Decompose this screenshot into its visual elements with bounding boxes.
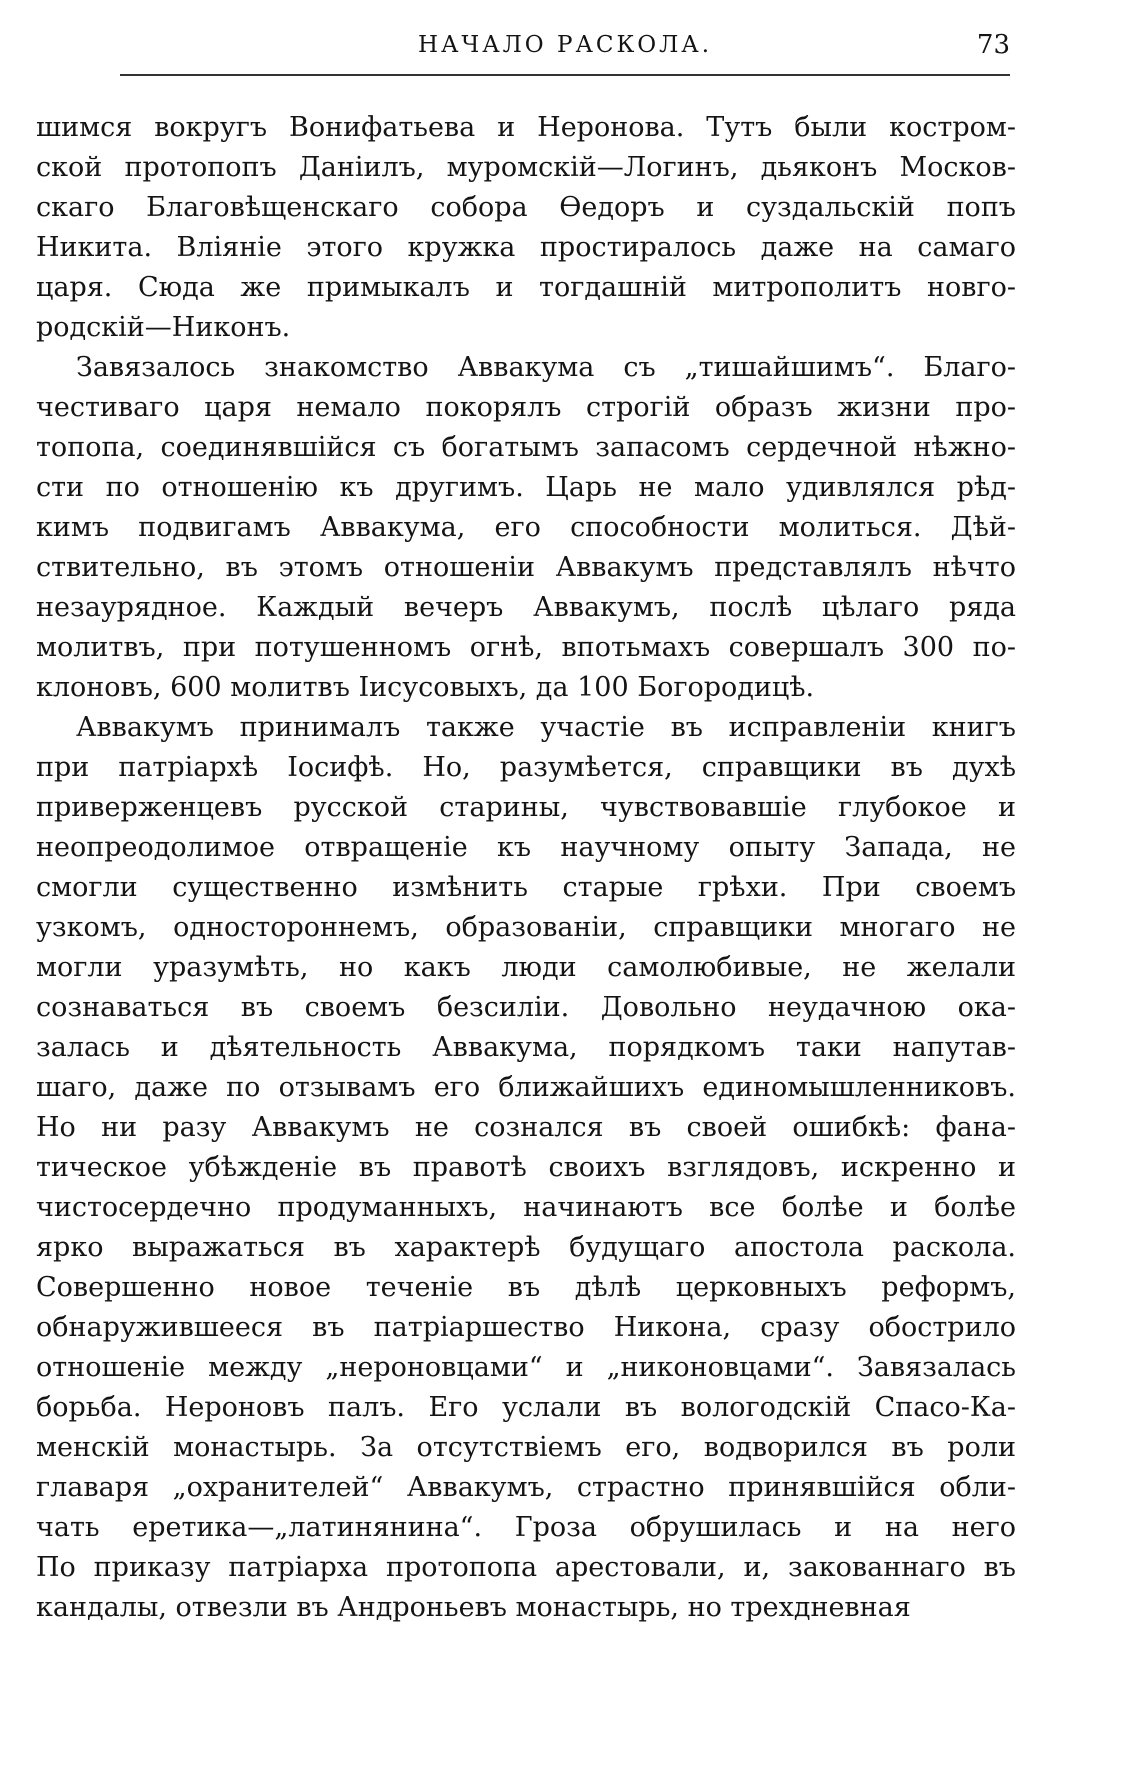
text-line: клоновъ, 600 молитвъ Іисусовыхъ, да 100 Богородицѣ. — [36, 672, 815, 703]
text-line: могли уразумѣть, но какъ люди самолюбивые, не желали — [36, 952, 1016, 983]
body-text — [36, 108, 1016, 1628]
text-line: сознаваться въ своемъ безсиліи. Довольно неудачною ока- — [36, 992, 1016, 1023]
text-line: обнаружившееся въ патріаршество Никона, сразу обострило — [36, 1312, 1016, 1343]
text-line: царя. Сюда же примыкалъ и тогдашній митрополитъ новго- — [36, 272, 1016, 303]
text-line: По приказу патріарха протопопа арестовали, и, закованнаго въ — [36, 1552, 1016, 1583]
text-line: ярко выражаться въ характерѣ будущаго апостола раскола. — [36, 1232, 1016, 1263]
text-line: ствительно, въ этомъ отношеніи Аввакумъ представлялъ нѣчто — [36, 552, 1016, 583]
text-line: чать еретика—„латинянина“. Гроза обрушилась и на него — [36, 1512, 1016, 1543]
text-line: тическое убѣжденіе въ правотѣ своихъ взглядовъ, искренно и — [36, 1152, 1016, 1183]
text-line: узкомъ, одностороннемъ, образованіи, справщики многаго не — [36, 912, 1016, 943]
paragraph — [36, 108, 1016, 348]
text-line: отношеніе между „нероновцами“ и „никоновцами“. Завязалась — [36, 1352, 1016, 1383]
text-line: честиваго царя немало покорялъ строгій образъ жизни про- — [36, 392, 1016, 423]
page-header — [120, 30, 1010, 80]
header-rule — [120, 74, 1010, 76]
text-line: Никита. Вліяніе этого кружка простиралось даже на самаго — [36, 232, 1016, 263]
text-line: Но ни разу Аввакумъ не сознался въ своей ошибкѣ: фана- — [36, 1112, 1016, 1143]
text-line: кимъ подвигамъ Аввакума, его способности молиться. Дѣй- — [36, 512, 1016, 543]
text-line: приверженцевъ русской старины, чувствовавшіе глубокое и — [36, 792, 1016, 823]
page-number: 73 — [976, 30, 1010, 60]
text-line: кандалы, отвезли въ Андроньевъ монастырь, но трехдневная — [36, 1592, 911, 1623]
text-line: молитвъ, при потушенномъ огнѣ, впотьмахъ совершалъ 300 по- — [36, 632, 1016, 663]
text-line: шаго, даже по отзывамъ его ближайшихъ единомышленниковъ. — [36, 1072, 1016, 1103]
text-line: при патріархѣ Іосифѣ. Но, разумѣется, справщики въ духѣ — [36, 752, 1016, 783]
text-line: залась и дѣятельность Аввакума, порядкомъ таки напутав- — [36, 1032, 1016, 1063]
text-line: неопреодолимое отвращеніе къ научному опыту Запада, не — [36, 832, 1016, 863]
text-line: ской протопопъ Даніилъ, муромскій—Логинъ, дьяконъ Москов- — [36, 152, 1016, 183]
text-line: топопа, соединявшійся съ богатымъ запасомъ сердечной нѣжно- — [36, 432, 1016, 463]
text-line: родскій—Никонъ. — [36, 312, 291, 343]
text-line: Совершенно новое теченіе въ дѣлѣ церковныхъ реформъ, — [36, 1272, 1016, 1303]
text-line: главаря „охранителей“ Аввакумъ, страстно принявшійся обли- — [36, 1472, 1016, 1503]
running-title: НАЧАЛО РАСКОЛА. — [417, 32, 713, 58]
text-line: менскій монастырь. За отсутствіемъ его, водворился въ роли — [36, 1432, 1016, 1463]
text-line: шимся вокругъ Вонифатьева и Неронова. Тутъ были костром- — [36, 112, 1016, 143]
text-line: незаурядное. Каждый вечеръ Аввакумъ, послѣ цѣлаго ряда — [36, 592, 1016, 623]
text-line: смогли существенно измѣнить старые грѣхи. При своемъ — [36, 872, 1016, 903]
paragraph — [36, 348, 1016, 708]
text-line: сти по отношенію къ другимъ. Царь не мало удивлялся рѣд- — [36, 472, 1016, 503]
paragraph — [36, 708, 1016, 1628]
text-line: чистосердечно продуманныхъ, начинаютъ все болѣе и болѣе — [36, 1192, 1016, 1223]
text-line: борьба. Нероновъ палъ. Его услали въ вологодскій Спасо-Ка- — [36, 1392, 1016, 1423]
text-line: Аввакумъ принималъ также участіе въ исправленіи книгъ — [76, 712, 1016, 743]
text-line: Завязалось знакомство Аввакума съ „тишайшимъ“. Благо- — [76, 352, 1016, 383]
text-line: скаго Благовѣщенскаго собора Ѳедоръ и суздальскій попъ — [36, 192, 1016, 223]
